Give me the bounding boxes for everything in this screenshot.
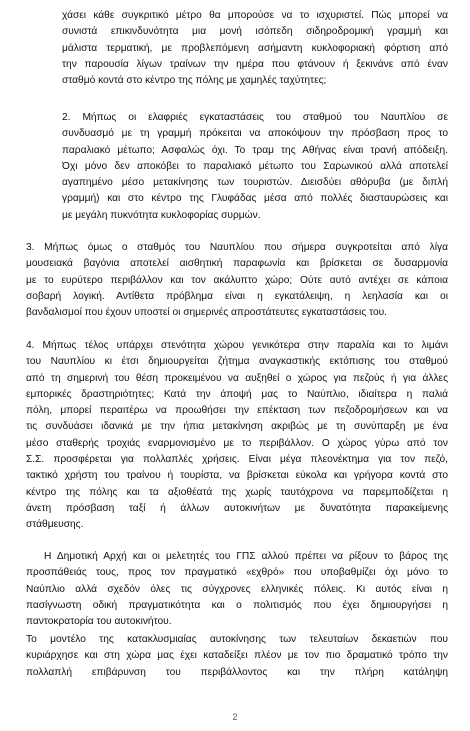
text-line: 2. Μήπως οι ελαφριές εγκαταστάσεις του σταθμού του Ναυπλίου σε — [62, 112, 448, 123]
text-line: πασίγνωστη οδική πραγματικότητα και ο πολιτισμός που έχει δημιουργήσει η — [26, 599, 448, 611]
text-line: με μεγάλη πυκνότητα κυκλοφορίας συρμών. — [62, 209, 261, 221]
text-line: από τη σημερινή του θέση προκειμένου να αυξηθεί ο χώρος για πεζούς ή για άλλες — [26, 372, 448, 384]
paragraph-2 — [62, 110, 448, 224]
text-line: Ναύπλιο αλλά σχεδόν όλες τις σύγχρονες ελληνικές πόλεις. Κι αυτός είναι η — [26, 583, 448, 595]
text-line: σοβαρή λογική. Αντίθετα πρόβλημα είναι η εγκατάλειψη, η λεηλασία και οι — [26, 290, 448, 302]
paragraph-4 — [26, 338, 448, 534]
text-line: με το ευρύτερο περιβάλλον και τον ακάλυπτο χώρο; Ούτε αυτό αντέχει σε κάποια — [26, 274, 448, 286]
text-line: 3. Μήπως όμως ο σταθμός του Ναυπλίου που σήμερα συγκροτείται από λίγα — [26, 242, 448, 253]
text-line: μάλιστα τερματική, με προβλεπόμενη ασήμαντη κυκλοφοριακή φόρτιση από — [62, 42, 448, 54]
text-line: κυριάρχησε και στη χώρα μας έχει καταδείξει πλέον με τον πιο δραματικό τρόπο την — [26, 650, 448, 662]
text-line: τις συνδυάσει ιδανικά με την ήπια μετακίνηση ακριβώς με τη συνύπαρξη με ένα — [26, 421, 448, 433]
text-line: κέντρο της πόλης και τα αξιοθέατά της χωρίς ταυτόχρονα να παρεμποδίζεται η — [26, 486, 448, 498]
text-line: παντοκρατορία του αυτοκινήτου. — [26, 616, 172, 628]
text-line: Η Δημοτική Αρχή και οι μελετητές του ΓΠΣ αλλού πρέπει να ρίξουν το βάρος της — [26, 551, 448, 562]
text-line: του Ναυπλίου κι έτσι δημιουργείται ζήτημα αναγκαστικής εκτόπισης του σταθμού — [26, 356, 448, 368]
text-line: προσπάθειάς τους, προς τον πραγματικό «εχθρό» που υποβαθμίζει όχι μόνο το — [26, 567, 448, 579]
text-line: άνετη πρόσβαση ταξί ή άλλων αυτοκινήτων με δυνατότητα παρακείμενης — [26, 502, 448, 514]
text-line: συνιστά επικινδυνότητα μια μονή ισόπεδη σιδηροδρομική γραμμή και — [62, 26, 448, 38]
paragraph-5 — [26, 549, 448, 630]
text-line: 4. Μήπως τέλος υπάρχει στενότητα χώρου γενικότερα στην παραλία και το λιμάνι — [26, 340, 448, 351]
text-line: Σ.Σ. προσφέρεται για πολλαπλές χρήσεις. Είναι μέγα πλεονέκτημα για τον πεζό, — [26, 454, 448, 466]
text-line: εμπορικές δραστηριότητες; Κατά την άποψή μας το Ναύπλιο, ιδιαίτερα η παλιά — [26, 388, 448, 400]
text-line: συνδυασμό με τη γραμμή πρόκειται να αποκόψουν την πρόσβαση προς το — [62, 128, 448, 140]
text-line: γραμμή) και στο κέντρο της Γλυφάδας μέσα από πολλές διασταυρώσεις και — [62, 193, 448, 205]
paragraph-1 — [62, 8, 448, 89]
paragraph-3 — [26, 240, 448, 321]
text-line: χάσει κάθε συγκριτικό μέτρο θα μπορούσε να το ισχυριστεί. Πώς μπορεί να — [62, 10, 448, 21]
text-line: πολλαπλή επιβάρυνση του περιβάλλοντος και την πλήρη κατάληψη — [26, 666, 448, 678]
page-number: 2 — [232, 712, 238, 722]
text-line: αγαπημένο μέσο μετακίνησης των τουριστών. Διεισδύει αθόρυβα (με διπλή — [62, 177, 448, 189]
text-line: Όχι μόνο δεν αποκόβει το παραλιακό μέτωπο του Σαρωνικού αλλά αποτελεί — [62, 160, 448, 172]
text-line: στάθμευσης. — [26, 519, 84, 531]
text-line: μουσειακά βαγόνια αποτελεί αισθητική παραφωνία και βρίσκεται σε δυσαρμονία — [26, 258, 448, 270]
text-line: Το μοντέλο της κατακλυσμιαίας αυτοκίνησης των τελευταίων δεκαετιών που — [26, 634, 448, 645]
text-line: παραλιακό μέτωπο; Ασφαλώς όχι. Το τραμ της Αθήνας είναι τρανή απόδειξη. — [62, 144, 448, 156]
text-line: τακτικό χρήστη του τραίνου ή τουρίστα, να βρίσκεται εύκολα και γρήγορα κοντά στο — [26, 470, 448, 482]
text-line: βανδαλισμοί που έχουν υποστεί οι σημερινές απροστάτευτες εγκαταστάσεις του. — [26, 307, 388, 319]
text-line: σταθμό κοντά στο κέντρο της πόλης με χαμηλές ταχύτητες; — [62, 75, 327, 87]
text-line: πόλη, μπορεί περαιτέρω να προωθήσει την επέκταση των πεζοδρομήσεων και να — [26, 405, 448, 417]
text-line: μέσο σταθερής τροχιάς εναρμονισμένο με το περιβάλλον. Ο χώρος γύρω από τον — [26, 437, 448, 449]
text-line: την παρουσία λίγων τραίνων την ημέρα που φτάνουν ή ξεκινάνε από έναν — [62, 58, 448, 70]
paragraph-6 — [26, 632, 448, 681]
